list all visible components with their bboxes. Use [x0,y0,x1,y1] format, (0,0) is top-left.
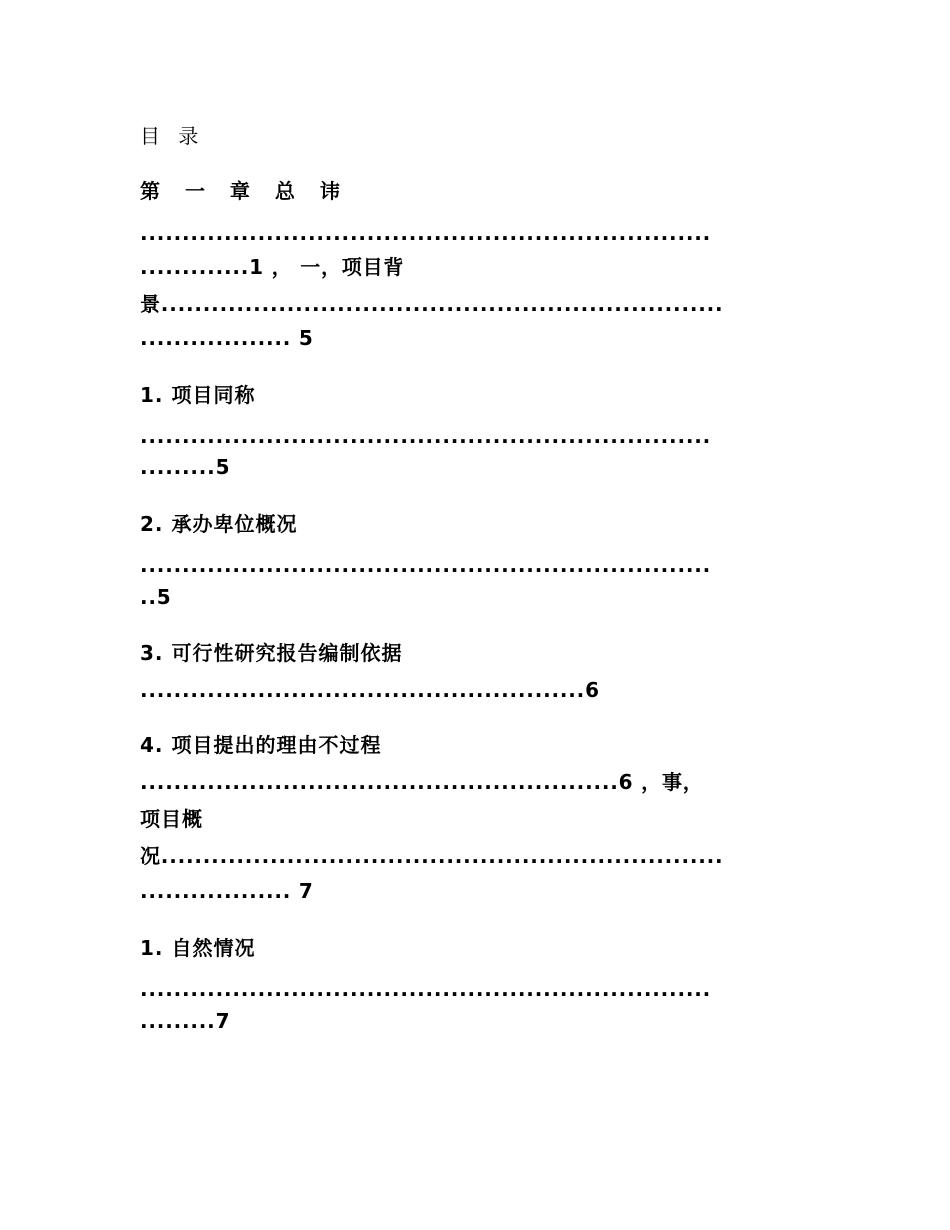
toc-page-number-line: .........7 [140,1009,231,1033]
toc-leader-line: .................................................................... [140,424,712,448]
toc-heading: 目 录 [140,124,205,148]
toc-entry-title: 2. 承办卑位概况 [140,512,298,536]
toc-page-number-line: .............1 ， 一，项目背 [140,255,405,279]
toc-leader-line: 景................................................................... [140,292,724,316]
toc-entry-title: 项目概 [140,807,203,831]
toc-entry-title: 3. 可行性研究报告编制依据 [140,641,403,665]
toc-page-number-line: .........5 [140,455,231,479]
toc-page-number-line: .................. 7 [140,879,314,903]
toc-entry-title: 4. 项目提出的理由不过程 [140,733,382,757]
toc-page-number-line: ..5 [140,585,172,609]
toc-leader-line: .................................................................... [140,553,712,577]
toc-chapter-title: 第 一 章 总 讳 [140,179,349,203]
toc-page-number-line: .....................................................6 [140,678,600,702]
toc-leader-line: .................................................................... [140,221,712,245]
toc-page-number-line: .........................................................6 ，事， [140,770,704,794]
toc-entry-title: 1. 项目同称 [140,383,256,407]
toc-entry-title: 1. 自然情况 [140,936,256,960]
toc-leader-line: .................................................................... [140,977,712,1001]
toc-leader-line: 况................................................................... [140,844,724,868]
toc-page-number-line: .................. 5 [140,326,314,350]
